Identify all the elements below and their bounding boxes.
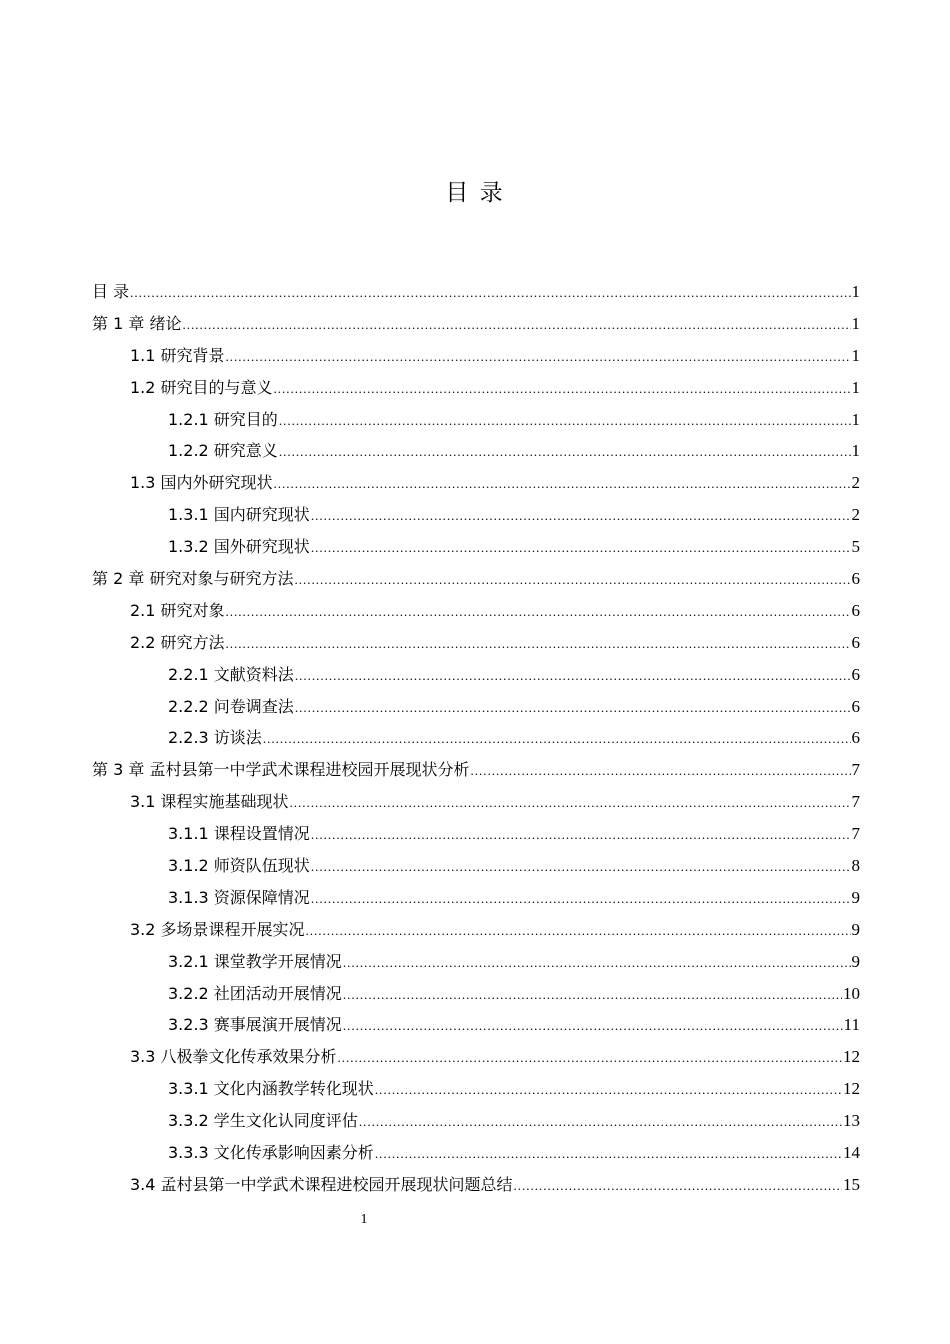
toc-entry-label: 3.3.2 学生文化认同度评估	[168, 1111, 358, 1131]
page-number: 1	[360, 1212, 368, 1227]
dot-leader	[375, 1137, 842, 1169]
toc-entry-page: 6	[851, 600, 860, 620]
toc-entry-label: 3.4 孟村县第一中学武术课程进校园开展现状问题总结	[130, 1174, 513, 1194]
toc-entry-page: 12	[843, 1047, 860, 1067]
dot-leader	[226, 627, 851, 659]
toc-entry-label: 3.2.1 课堂教学开展情况	[168, 951, 342, 971]
toc-entry-label: 3.2.3 赛事展演开展情况	[168, 1015, 342, 1035]
dot-leader	[295, 691, 851, 723]
toc-entry-page: 9	[851, 887, 860, 907]
toc-entry-page: 7	[851, 760, 860, 780]
dot-leader	[306, 914, 851, 946]
toc-entry-page: 11	[843, 1015, 860, 1035]
dot-leader	[311, 531, 851, 563]
toc-entry-page: 6	[851, 664, 860, 684]
dot-leader	[375, 1073, 842, 1105]
dot-leader	[226, 595, 851, 627]
toc-entry-page: 10	[843, 983, 860, 1003]
toc-entry-page: 1	[851, 409, 860, 429]
dot-leader	[343, 1009, 843, 1041]
dot-leader	[514, 1169, 842, 1201]
toc-entry-label: 1.3.1 国内研究现状	[168, 505, 310, 525]
dot-leader	[274, 467, 851, 499]
page-title: 目 录	[445, 180, 505, 206]
toc-entry-label: 第 2 章 研究对象与研究方法	[92, 569, 294, 589]
toc-entry-page: 2	[851, 473, 860, 493]
toc-entry-label: 1.2.1 研究目的	[168, 409, 278, 429]
toc-entry-label: 3.2 多场景课程开展实况	[130, 919, 305, 939]
toc-entry-page: 1	[851, 345, 860, 365]
toc-entry[interactable]	[92, 276, 860, 308]
toc-entry-label: 3.3.1 文化内涵教学转化现状	[168, 1079, 374, 1099]
toc-entry-page: 9	[851, 951, 860, 971]
dot-leader	[359, 1105, 842, 1137]
dot-leader	[294, 563, 850, 595]
table-of-contents	[92, 276, 860, 1201]
toc-entry-label: 2.2 研究方法	[130, 632, 225, 652]
toc-entry-label: 1.2.2 研究意义	[168, 441, 278, 461]
dot-leader	[343, 946, 851, 978]
toc-entry-page: 6	[851, 569, 860, 589]
toc-entry[interactable]	[92, 882, 860, 914]
toc-entry-label: 2.2.2 问卷调查法	[168, 696, 294, 716]
toc-entry-page: 1	[851, 282, 860, 301]
toc-entry-label: 3.3.3 文化传承影响因素分析	[168, 1143, 374, 1163]
toc-entry-label: 3.1.1 课程设置情况	[168, 824, 310, 844]
toc-entry[interactable]	[92, 531, 860, 563]
toc-entry-label: 目 录	[92, 282, 130, 301]
toc-entry[interactable]	[92, 1009, 860, 1041]
toc-entry-page: 14	[843, 1143, 860, 1163]
toc-entry[interactable]	[92, 372, 860, 404]
toc-entry-page: 8	[851, 856, 860, 876]
toc-entry-page: 9	[851, 919, 860, 939]
dot-leader	[274, 372, 851, 404]
toc-entry[interactable]	[92, 499, 860, 531]
dot-leader	[263, 722, 851, 754]
dot-leader	[290, 786, 851, 818]
dot-leader	[279, 404, 851, 436]
toc-entry[interactable]	[92, 691, 860, 723]
dot-leader	[226, 340, 851, 372]
toc-entry-label: 3.1 课程实施基础现状	[130, 792, 289, 812]
toc-entry-label: 第 1 章 绪论	[92, 313, 182, 333]
toc-entry-label: 3.1.2 师资队伍现状	[168, 856, 310, 876]
toc-entry-page: 6	[851, 696, 860, 716]
toc-entry[interactable]	[92, 1041, 860, 1073]
toc-entry[interactable]	[92, 850, 860, 882]
dot-leader	[279, 435, 851, 467]
toc-entry-label: 3.1.3 资源保障情况	[168, 887, 310, 907]
dot-leader	[295, 659, 851, 691]
toc-entry-page: 2	[851, 505, 860, 525]
toc-entry-label: 2.2.3 访谈法	[168, 728, 262, 748]
toc-entry-label: 1.3 国内外研究现状	[130, 473, 273, 493]
toc-entry[interactable]	[92, 754, 860, 786]
toc-entry-page: 1	[851, 313, 860, 333]
dot-leader	[338, 1041, 842, 1073]
dot-leader	[311, 499, 851, 531]
toc-entry[interactable]	[92, 340, 860, 372]
toc-entry[interactable]	[92, 914, 860, 946]
toc-entry-page: 12	[843, 1079, 860, 1099]
dot-leader	[311, 850, 851, 882]
toc-entry[interactable]	[92, 722, 860, 754]
toc-entry[interactable]	[92, 946, 860, 978]
toc-entry-page: 1	[851, 441, 860, 461]
toc-entry-page: 6	[851, 728, 860, 748]
toc-entry[interactable]	[92, 467, 860, 499]
toc-entry[interactable]	[92, 308, 860, 340]
dot-leader	[311, 882, 851, 914]
toc-entry[interactable]	[92, 818, 860, 850]
toc-entry-page: 7	[851, 824, 860, 844]
dot-leader	[470, 754, 850, 786]
toc-entry-page: 1	[851, 377, 860, 397]
toc-entry[interactable]	[92, 786, 860, 818]
toc-entry-label: 1.1 研究背景	[130, 345, 225, 365]
dot-leader	[182, 308, 850, 340]
toc-entry-label: 3.2.2 社团活动开展情况	[168, 983, 342, 1003]
toc-entry[interactable]	[92, 563, 860, 595]
toc-entry-label: 1.3.2 国外研究现状	[168, 537, 310, 557]
toc-entry[interactable]	[92, 404, 860, 436]
dot-leader	[130, 276, 850, 308]
toc-entry-label: 3.3 八极拳文化传承效果分析	[130, 1047, 337, 1067]
toc-entry[interactable]	[92, 1105, 860, 1137]
toc-entry[interactable]	[92, 595, 860, 627]
toc-entry-label: 2.2.1 文献资料法	[168, 664, 294, 684]
toc-entry[interactable]	[92, 659, 860, 691]
toc-entry[interactable]	[92, 978, 860, 1010]
toc-entry[interactable]	[92, 435, 860, 467]
dot-leader	[311, 818, 851, 850]
toc-entry[interactable]	[92, 1137, 860, 1169]
toc-entry[interactable]	[92, 1169, 860, 1201]
toc-entry-label: 1.2 研究目的与意义	[130, 377, 273, 397]
dot-leader	[343, 978, 842, 1010]
toc-entry-page: 7	[851, 792, 860, 812]
toc-entry-page: 5	[851, 537, 860, 557]
toc-entry-label: 第 3 章 孟村县第一中学武术课程进校园开展现状分析	[92, 760, 470, 780]
toc-entry-page: 6	[851, 632, 860, 652]
toc-entry[interactable]	[92, 1073, 860, 1105]
toc-entry-page: 15	[843, 1174, 860, 1194]
toc-entry[interactable]	[92, 627, 860, 659]
toc-entry-page: 13	[843, 1111, 860, 1131]
toc-entry-label: 2.1 研究对象	[130, 600, 225, 620]
